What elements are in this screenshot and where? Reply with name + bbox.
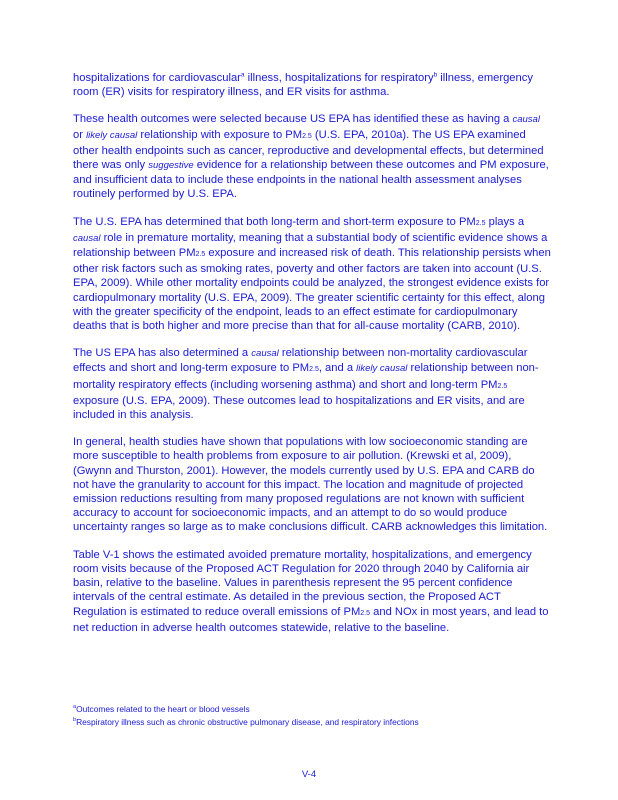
footnote-a: $^a$Outcomes related to the heart or blood vessels [73,704,250,714]
footnote-b: $^b$Respiratory illness such as chronic obstructive pulmonary disease, and respiratory infections [73,717,419,727]
page-number: V-4 [301,769,317,780]
footnotes [73,703,551,729]
paragraph-premature-mortality: The U.S. EPA has determined that both long-term and short-term exposure to PM2.5 plays a causal role in premature mortality, meaning that a substantial body of scientific evidence shows a relationship between PM2.5 exposure and increased risk of death. This relationship persists when other risk factors such as smoking rates, poverty and other factors are taken into account (U.S. EPA, 2009). While other mortality endpoints could be analyzed, the strongest evidence exists for cardiopulmonary mortality (U.S. EPA, 2009). The greater scientific certainty for this effect, along with the greater specificity of the endpoint, leads to an effect estimate for cardiopulmonary deaths that is both higher and more precise than that for all-cause mortality (CARB, 2010). [73,215,551,333]
paragraph-table-v1-summary: Table V-1 shows the estimated avoided premature mortality, hospitalizations, and emergency room visits because of the Proposed ACT Regulation for 2020 through 2040 by California air basin, relative to the baseline. Values in parenthesis represent the 95 percent confidence intervals of the central estimate. As detailed in the previous section, the Proposed ACT Regulation is estimated to reduce overall emissions of PM2.5 and NOx in most years, and lead to net reduction in adverse health outcomes statewide, relative to the baseline. [73,548,549,634]
paragraph-non-mortality-effects: The US EPA has also determined a causal relationship between non-mortality cardiovascular effects and short and long-term exposure to PM2.5, and a likely causal relationship between non-mortality respiratory effects (including worsening asthma) and short and long-term PM2.5 exposure (U.S. EPA, 2009). These outcomes lead to hospitalizations and ER visits, and are included in this analysis. [73,347,539,422]
footnote-ref-a: a [240,71,245,79]
body-text [73,71,551,648]
paragraph-outcome-selection: These health outcomes were selected because US EPA has identified these as having a causal or likely causal relationship with exposure to PM2.5 (U.S. EPA, 2010a). The US EPA examined other health endpoints such as cancer, reproductive and developmental effects, but determined there was only suggestive evidence for a relationship between these outcomes and PM exposure, and insufficient data to include these endpoints in the national health assessment analyses routinely performed by U.S. EPA. [73,113,549,201]
footnote-ref-b: b [433,71,438,79]
paragraph-socioeconomic: In general, health studies have shown that populations with low socioeconomic standing are more susceptible to health problems from exposure to air pollution. (Krewski et al, 2009), (Gwynn and Thurston, 2001). However, the models currently used by U.S. EPA and CARB do not have the granularity to account for this impact. The location and magnitude of projected emission reductions resulting from many proposed regulations are not known with sufficient accuracy to account for socioeconomic impacts, and an attempt to do so would produce uncertainty ranges so large as to make conclusions difficult. CARB acknowledges this limitation. [73,436,548,534]
paragraph-health-outcomes-list: hospitalizations for cardiovascular$^a$ illness, hospitalizations for respiratory$^b$ illness, emergency room (ER) visits for respiratory illness, and ER visits for asthma. [73,71,533,99]
